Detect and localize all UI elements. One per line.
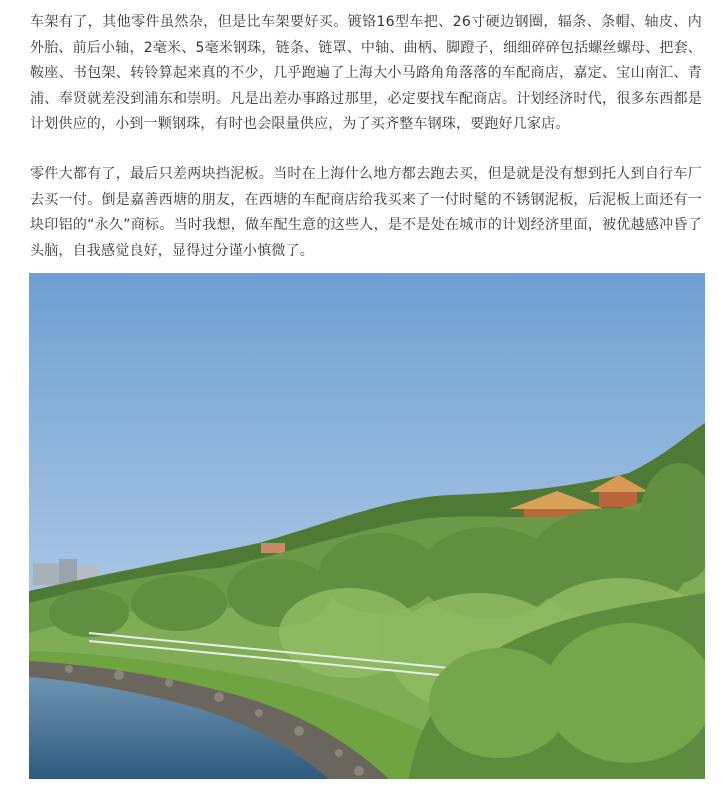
- paragraph-2: 零件大都有了，最后只差两块挡泥板。当时在上海什么地方都去跑去买，但是就是没有想到托人到自行车厂去买一付。倒是嘉善西塘的朋友，在西塘的车配商店给我买来了一付时髦的不锈钢泥板，后泥板上面还有一块印铝的“永久”商标。当时我想，做车配生意的这些人，是不是处在城市的计划经济里面，被优越感冲昏了头脑，自我感觉良好，显得过分谨小慎微了。: [30, 166, 702, 259]
- paragraph-1: 车架有了，其他零件虽然杂，但是比车架要好买。镀铬16型车把、26寸硬边钢圈，辐条、条帽、轴皮、内外胎、前后小轴，2毫米、5毫米钢珠，链条、链罩、中轴、曲柄、脚蹬子，细细碎碎包括螺丝螺母、把套、鞍座、书包架、转铃算起来真的不少，几乎跑遍了上海大小马路角角落落的车配商店，嘉定、宝山南汇、青浦、奉贤就差没到浦东和崇明。凡是出差办事路过那里，必定要找车配商店。计划经济时代，很多东西都是计划供应的，小到一颗钢珠，有时也会限量供应，为了买齐整车钢珠，要跑好几家店。: [30, 14, 702, 132]
- landscape-photo: [29, 273, 705, 779]
